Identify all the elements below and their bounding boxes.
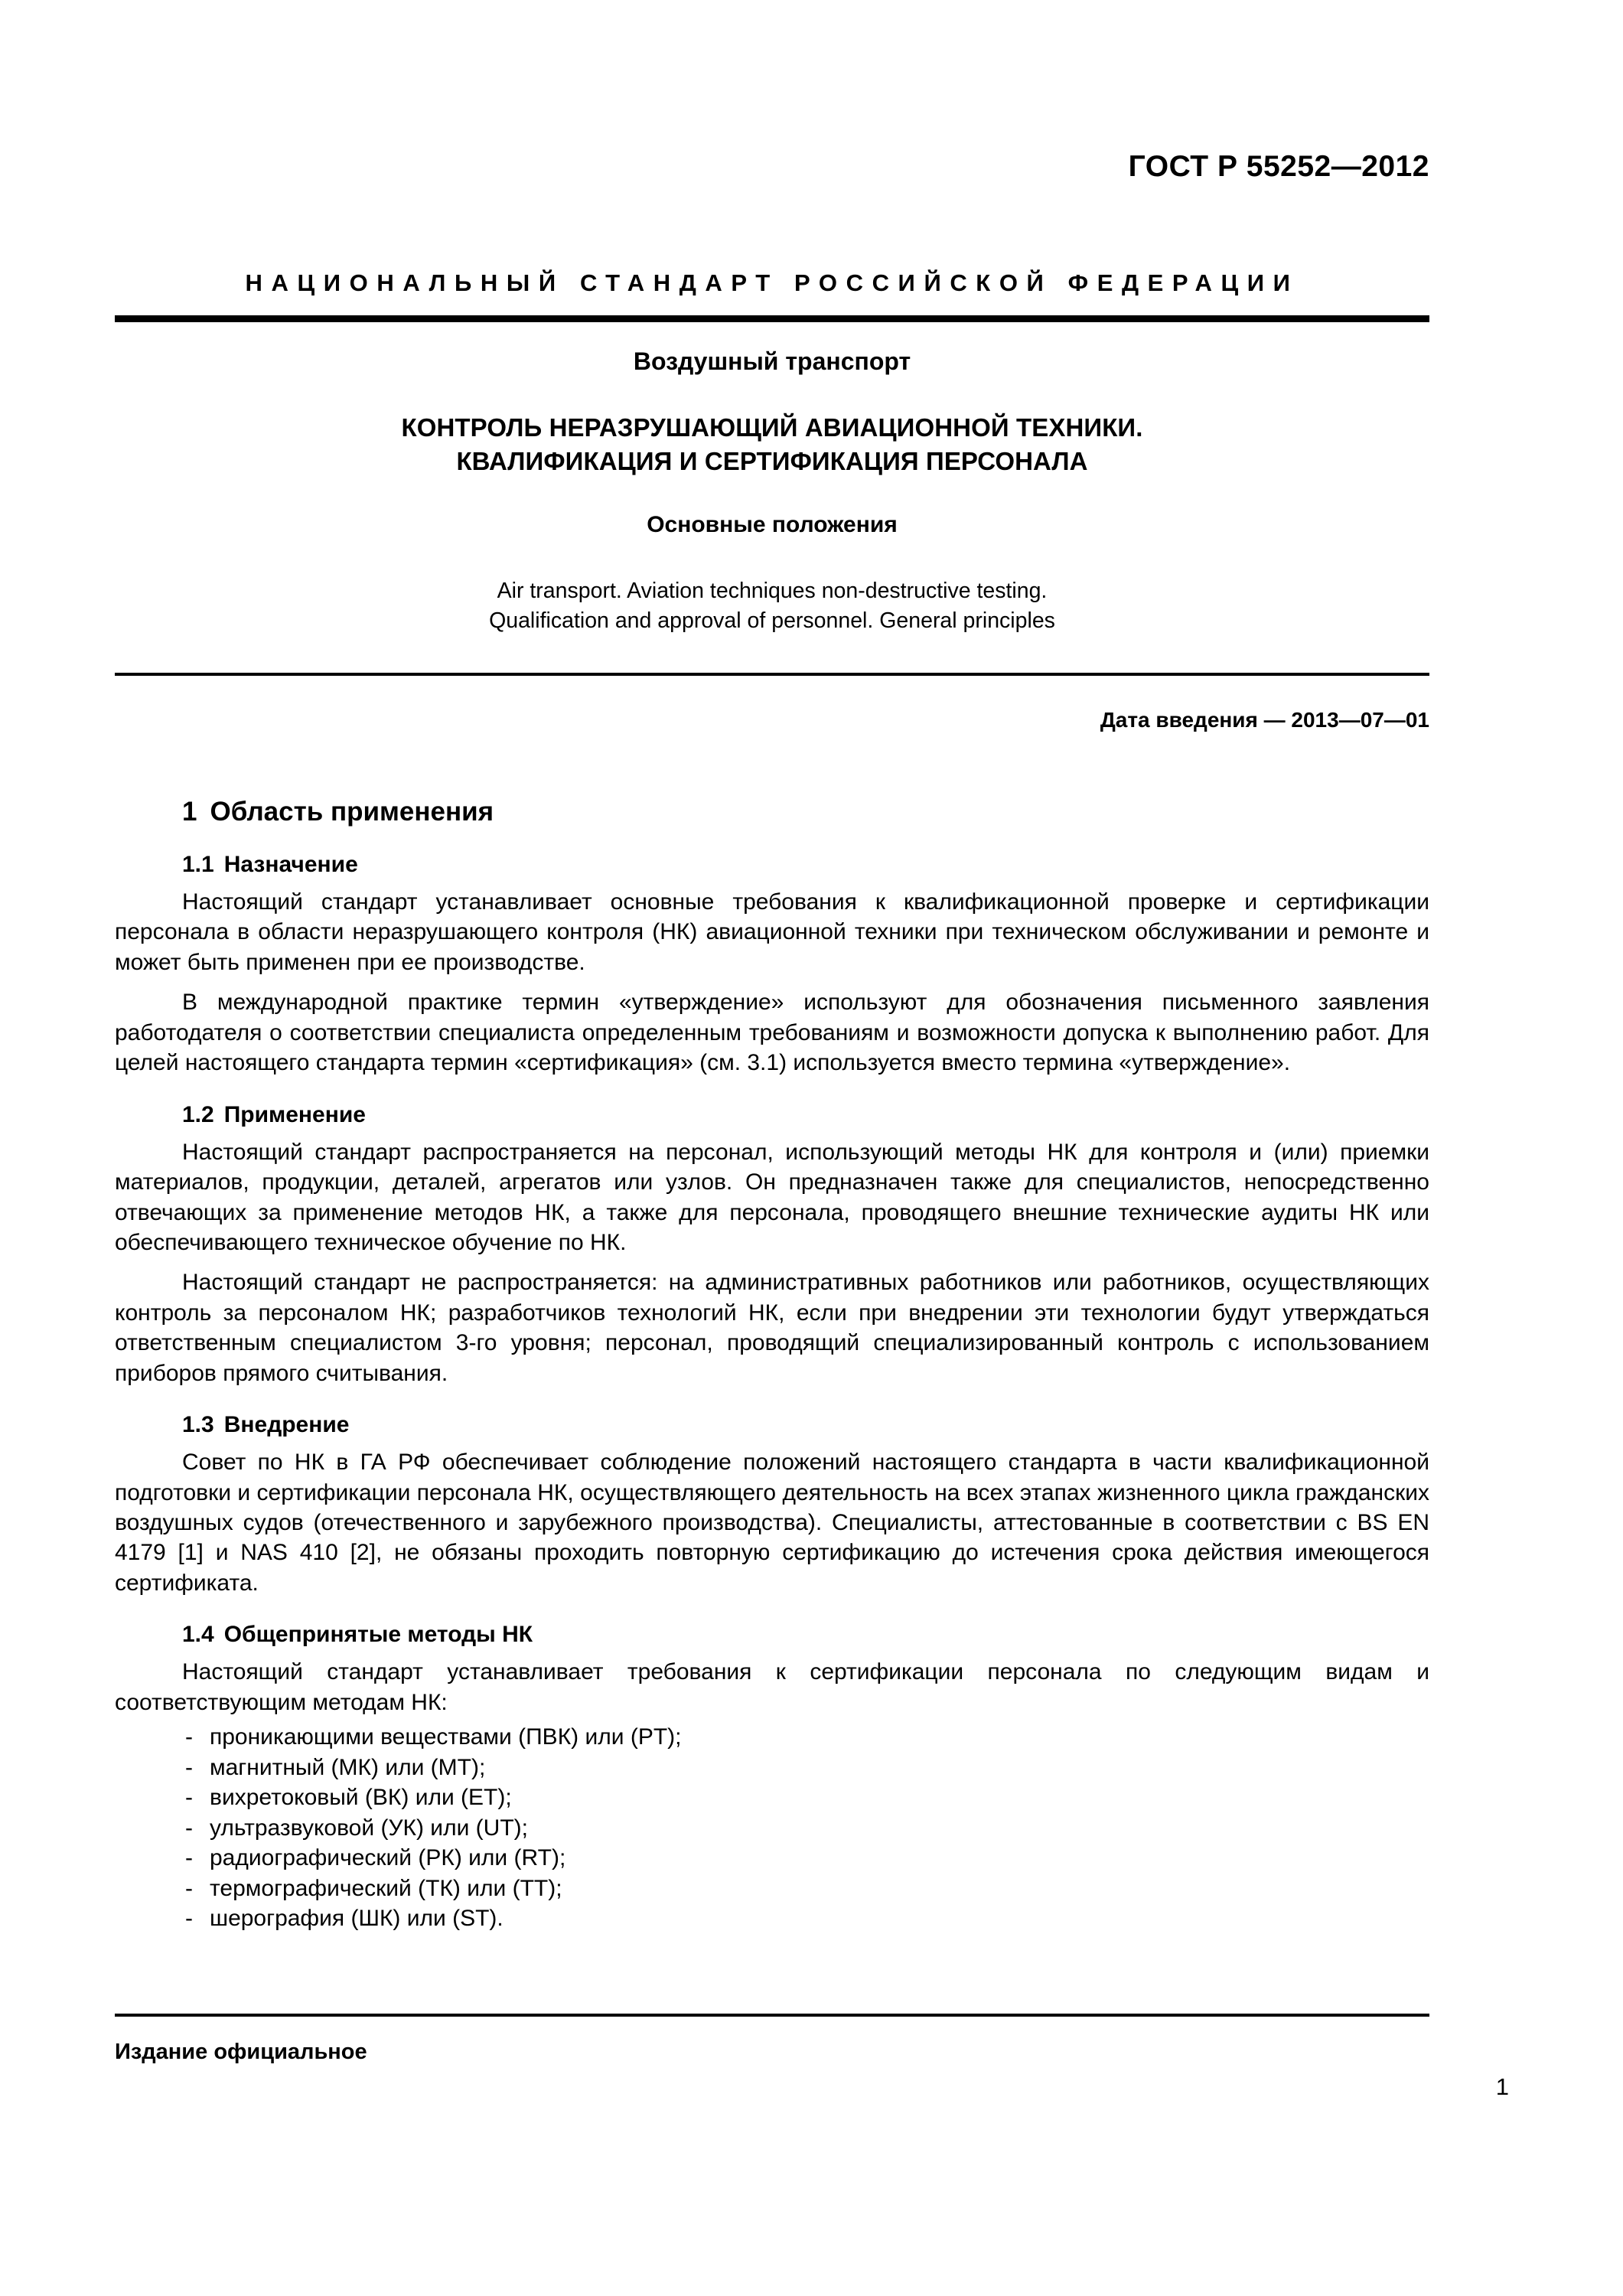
footer-divider-rule	[115, 2014, 1429, 2017]
paragraph-1-1-1: Настоящий стандарт устанавливает основные требования к квалификационной проверке и сертификации персонала в области неразрушающего контроля (НК) авиационной техники при техническом обслуживании и ремонте и может быть применен при ее производстве.	[115, 889, 1429, 975]
list-item-text: радиографический (РК) или (RT);	[210, 1845, 566, 1871]
document-title-english-line2: Qualification and approval of personnel. General principles	[489, 608, 1055, 634]
subsection-number-1-1: 1.1	[182, 852, 214, 877]
title-block	[115, 346, 1429, 636]
paragraph-1-1-2: В международной практике термин «утверждение» используют для обозначения письменного заявления работодателя о соответствии специалиста определенным требованиям и возможности допуска к выполнению работ. Для целей настоящего стандарта термин «сертификация» (см. 3.1) используется вместо термина «утверждение».	[115, 990, 1429, 1076]
list-item-text: термографический (ТК) или (TT);	[210, 1875, 562, 1901]
paragraph-1-4-1: Настоящий стандарт устанавливает требования к сертификации персонала по следующим видам и соответствующим методам НК:	[115, 1659, 1429, 1715]
section-title-text-1: Область применения	[210, 797, 494, 827]
document-domain-label: Воздушный транспорт	[633, 347, 911, 375]
subsection-heading-1-3	[182, 1411, 1429, 1439]
list-item-text: шерография (ШК) или (ST).	[210, 1906, 504, 1932]
list-dash: -	[185, 1875, 193, 1901]
document-title-russian-line1: КОНТРОЛЬ НЕРАЗРУШАЮЩИЙ АВИАЦИОННОЙ ТЕХНИКИ.	[401, 413, 1143, 442]
subsection-number-1-4: 1.4	[182, 1622, 214, 1648]
paragraph-1-2-1: Настоящий стандарт распространяется на персонал, использующий методы НК для контроля и (или) приемки материалов, продукции, деталей, агрегатов или узлов. Он предназначен также для специалистов, непосредственно отвечающих за применение методов НК, а также для персонала, проводящего внешние технические аудиты НК или обеспечивающего техническое обучение по НК.	[115, 1139, 1429, 1255]
national-standard-banner: НАЦИОНАЛЬНЫЙ СТАНДАРТ РОССИЙСКОЙ ФЕДЕРАЦИИ	[245, 269, 1299, 296]
list-item	[115, 1782, 1429, 1813]
subsection-title-text-1-1: Назначение	[223, 852, 358, 877]
list-item-text: ультразвуковой (УК) или (UT);	[210, 1815, 528, 1841]
list-dash: -	[185, 1724, 193, 1750]
introduction-date: Дата введения — 2013—07—01	[1100, 708, 1429, 732]
list-item	[115, 1753, 1429, 1783]
official-edition-note: Издание официальное	[115, 2040, 367, 2064]
list-item	[115, 1722, 1429, 1753]
document-body	[115, 796, 1429, 1934]
section-heading-1	[182, 796, 1429, 828]
list-item	[115, 1903, 1429, 1934]
subsection-number-1-2: 1.2	[182, 1101, 214, 1127]
paragraph-1-2-2: Настоящий стандарт не распространяется: на административных работников или работников, осуществляющих контроль за персоналом НК; разработчиков технологий НК, если при внедрении эти технологии будут утверждаться ответственным специалистом 3-го уровня; персонал, проводящий специализированный контроль с использованием приборов прямого считывания.	[115, 1270, 1429, 1386]
list-dash: -	[185, 1785, 193, 1811]
list-item	[115, 1843, 1429, 1874]
document-title-english	[115, 576, 1429, 637]
list-dash: -	[185, 1906, 193, 1932]
list-item	[115, 1813, 1429, 1844]
subsection-title-text-1-4: Общепринятые методы НК	[223, 1622, 533, 1648]
gost-standard-number: ГОСТ Р 55252—2012	[1128, 150, 1429, 183]
list-item-text: вихретоковый (ВК) или (ET);	[210, 1785, 512, 1811]
ndt-methods-list	[115, 1722, 1429, 1934]
subsection-title-text-1-2: Применение	[223, 1101, 366, 1127]
list-item-text: проникающими веществами (ПВК) или (PT);	[210, 1724, 682, 1750]
page-number: 1	[1495, 2073, 1509, 2100]
header-divider-rule	[115, 315, 1429, 322]
subsection-heading-1-1	[182, 851, 1429, 879]
paragraph-1-3-1: Совет по НК в ГА РФ обеспечивает соблюдение положений настоящего стандарта в части квалификационной подготовки и сертификации персонала НК, осуществляющего деятельность на всех этапах жизненного цикла гражданских воздушных судов (отечественного и зарубежного производства). Специалисты, аттестованные в соответствии с BS EN 4179 [1] и NAS 410 [2], не обязаны проходить повторную сертификацию до истечения срока действия имеющегося сертификата.	[115, 1450, 1429, 1596]
list-item-text: магнитный (МК) или (MT);	[210, 1754, 486, 1780]
subsection-title-text-1-3: Внедрение	[223, 1412, 350, 1438]
subsection-heading-1-2	[182, 1101, 1429, 1129]
subsection-heading-1-4	[182, 1621, 1429, 1649]
list-item	[115, 1874, 1429, 1904]
list-dash: -	[185, 1754, 193, 1780]
subsection-number-1-3: 1.3	[182, 1412, 214, 1438]
list-dash: -	[185, 1815, 193, 1841]
list-dash: -	[185, 1845, 193, 1871]
document-subtitle-russian: Основные положения	[647, 511, 898, 537]
document-title-english-line1: Air transport. Aviation techniques non-destructive testing.	[497, 578, 1048, 603]
section-number-1: 1	[182, 797, 197, 827]
document-title-russian	[115, 411, 1429, 478]
document-title-russian-line2: КВАЛИФИКАЦИЯ И СЕРТИФИКАЦИЯ ПЕРСОНАЛА	[456, 446, 1088, 475]
title-divider-rule	[115, 673, 1429, 676]
